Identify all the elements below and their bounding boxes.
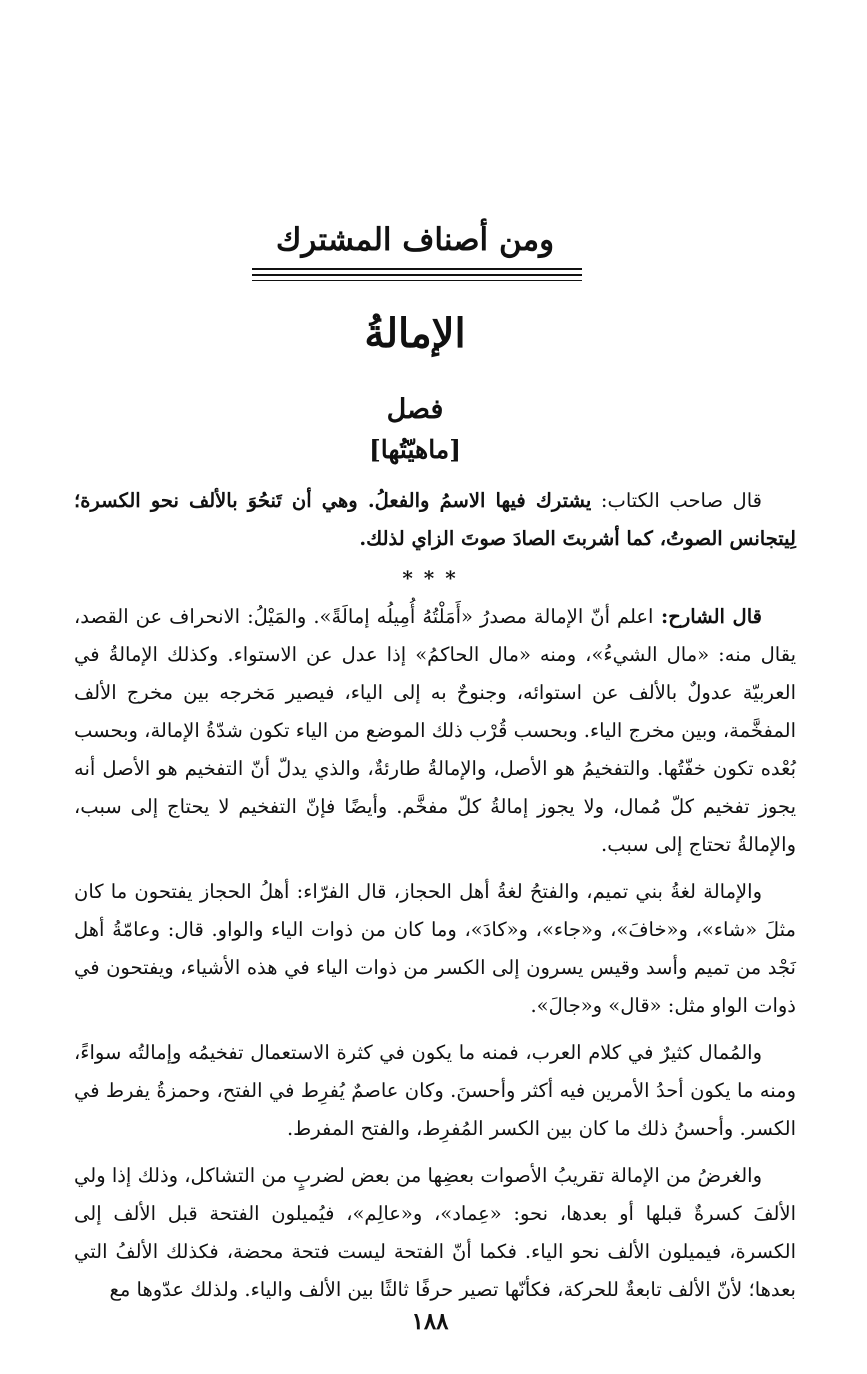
matn-intro: قال صاحب الكتاب:: [591, 489, 762, 512]
matn-body: يشترك فيها الاسمُ والفعلُ. وهي أن تَنحُوَ بالألف نحو الكسرة؛ لِيتجانس الصوتُ، كما أشربتَ الصادَ صوتَ الزاي لذلك.: [74, 489, 796, 550]
commentary-paragraph-3: والمُمال كثيرٌ في كلام العرب، فمنه ما يكون في كثرة الاستعمال تفخيمُه وإمالتُه سواءً، ومنه ما يكون أحدُ الأمرين فيه أكثر وأحسنَ. وكان عاصمٌ يُفرِط في الفتح، وحمزةُ يفرط في الكسر. وأحسنُ ذلك ما كان بين الكسر المُفرِط، والفتح المفرط.: [74, 1041, 796, 1140]
section-subtitle: [ماهيّتُها]: [368, 435, 462, 464]
page-number: ١٨٨: [411, 1308, 449, 1335]
commentary-text: [74, 598, 796, 1309]
separator-stars: * * *: [402, 566, 458, 590]
commentary-paragraph-2: والإمالة لغةُ بني تميم، والفتحُ لغةُ أهل الحجاز، قال الفرّاء: أهلُ الحجاز يفتحون ما كان مثلَ «شاء»، و«خافَ»، و«جاء»، و«كادَ»، وما كان من ذوات الياء والواو. قال: وعامّةُ أهل نَجْد من تميم وأسد وقيس يسرون إلى الكسر من ذوات الياء في هذه الأشياء، ويفتحون في ذوات الواو مثل: «قال» و«جالَ».: [74, 880, 796, 1017]
heading-rule-bottom: [252, 280, 582, 281]
matn-text: [74, 482, 796, 558]
heading-rule-top: [252, 268, 582, 270]
chapter-title: الإمالةُ: [364, 310, 466, 357]
commentary-label: قال الشارح:: [653, 605, 762, 628]
heading-rule-middle: [252, 274, 582, 276]
section-heading: ومن أصناف المشترك: [275, 222, 555, 258]
commentary-paragraph-4: والغرضُ من الإمالة تقريبُ الأصوات بعضِها من بعض لضربٍ من التشاكل، وذلك إذا ولي الألفَ كسرةٌ قبلها أو بعدها، نحو: «عِماد»، و«عالِم»، فيُميلون الفتحة قبل الألف إلى الكسرة، فيميلون الألف نحو الياء. فكما أنّ الفتحة ليست فتحة محضة، فكذلك الألفُ التي بعدها؛ لأنّ الألف تابعةٌ للحركة، فكأنّها تصير حرفًا ثالثًا بين الألف والياء. ولذلك عدّوها مع: [74, 1164, 796, 1301]
commentary-paragraph-1: اعلم أنّ الإمالة مصدرُ «أَمَلْتُهُ أُمِيلُه إمالَةً». والمَيْلُ: الانحراف عن القصد، يقال منه: «مال الشيءُ»، ومنه «مال الحاكمُ» إذا عدل عن الاستواء. وكذلك الإمالةُ في العربيّة عدولٌ بالألف عن استوائه، وجنوحٌ به إلى الياء، فيصير مَخرجه بين مخرج الألف المفخَّمة، وبين مخرج الياء. وبحسب قُرْب ذلك الموضع من الياء تكون شدّةُ الإمالة، وبحسب بُعْده تكون خفّتُها. والتفخيمُ هو الأصل، والإمالةُ طارئةٌ، والذي يدلّ أنّ التفخيم هو الأصل أنه يجوز تفخيم كلّ مُمال، ولا يجوز إمالةُ كلّ مفخَّم. وأيضًا فإنّ التفخيم لا يحتاج إلى سبب، والإمالةُ تحتاج إلى سبب.: [74, 605, 796, 856]
commentary-paragraph: [74, 598, 796, 864]
matn-paragraph: [74, 482, 796, 558]
section-label: فصل: [386, 394, 444, 425]
